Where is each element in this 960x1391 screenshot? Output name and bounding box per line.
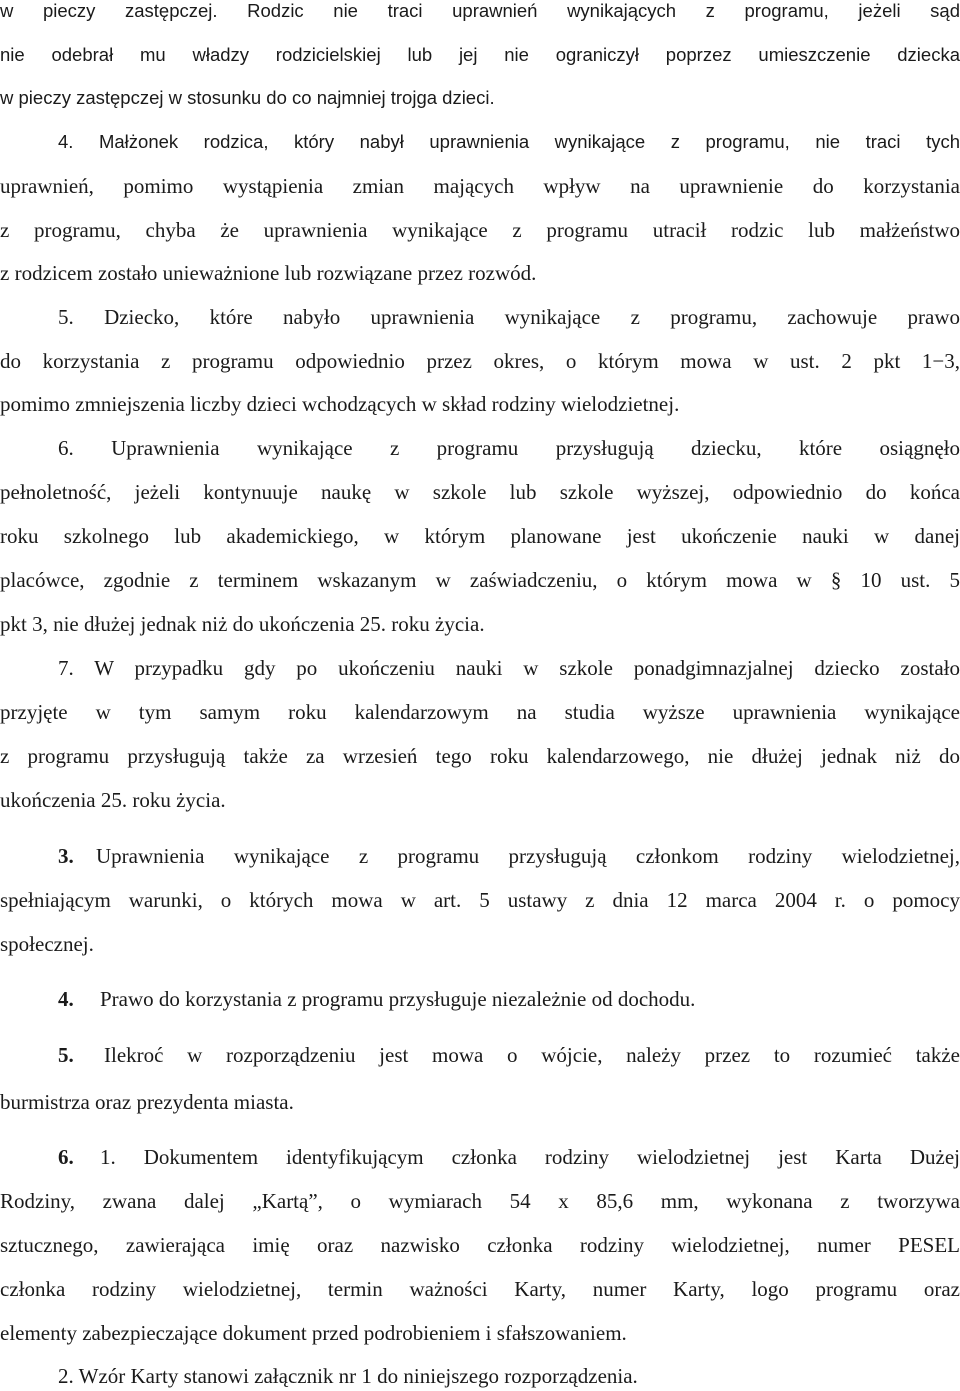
text-line: nie odebrał mu władzy rodzicielskiej lub jej nie ograniczył poprzez umieszczenie dziecka: [0, 44, 960, 65]
text-line: placówce, zgodnie z terminem wskazanym w zaświadczeniu, o którym mowa w § 10 ust. 5: [0, 568, 960, 592]
text-line: 7. W przypadku gdy po ukończeniu nauki w szkole ponadgimnazjalnej dziecko zostało: [58, 656, 960, 680]
text-line: ukończenia 25. roku życia.: [0, 788, 226, 812]
text-line: elementy zabezpieczające dokument przed podrobieniem i sfałszowaniem.: [0, 1321, 627, 1345]
text-line: uprawnień, pomimo wystąpienia zmian mających wpływ na uprawnienie do korzystania: [0, 174, 960, 198]
text-line: członka rodziny wielodzietnej, termin ważności Karty, numer Karty, logo programu oraz: [0, 1277, 960, 1301]
text-line: do korzystania z programu odpowiednio przez okres, o którym mowa w ust. 2 pkt 1−3,: [0, 349, 960, 373]
text-line: 4. Małżonek rodzica, który nabył uprawnienia wynikające z programu, nie traci tych: [58, 131, 960, 152]
text-line: 1. Dokumentem identyfikującym członka rodziny wielodzietnej jest Karta Dużej: [100, 1145, 960, 1169]
text-line: 6. Uprawnienia wynikające z programu przysługują dziecku, które osiągnęło: [58, 436, 960, 460]
section-number: 3.: [58, 844, 74, 868]
text-line: przyjęte w tym samym roku kalendarzowym na studia wyższe uprawnienia wynikające: [0, 700, 960, 724]
text-line: roku szkolnego lub akademickiego, w którym planowane jest ukończenie nauki w danej: [0, 524, 960, 548]
text-line: w pieczy zastępczej. Rodzic nie traci uprawnień wynikających z programu, jeżeli sąd: [0, 0, 960, 21]
text-line: z rodzicem zostało unieważnione lub rozwiązane przez rozwód.: [0, 261, 537, 285]
text-line: Rodziny, zwana dalej „Kartą”, o wymiarach 54 x 85,6 mm, wykonana z tworzywa: [0, 1189, 960, 1213]
section-number: 6.: [58, 1145, 74, 1169]
text-line: z programu przysługują także za wrzesień tego roku kalendarzowego, nie dłużej jednak niż do: [0, 744, 960, 768]
text-line: Ilekroć w rozporządzeniu jest mowa o wójcie, należy przez to rozumieć także: [104, 1043, 960, 1067]
text-line: w pieczy zastępczej w stosunku do co najmniej trojga dzieci.: [0, 87, 495, 108]
text-line: pełnoletność, jeżeli kontynuuje naukę w szkole lub szkole wyższej, odpowiednio do końca: [0, 480, 960, 504]
text-line: Prawo do korzystania z programu przysługuje niezależnie od dochodu.: [100, 987, 696, 1011]
text-line: 2. Wzór Karty stanowi załącznik nr 1 do niniejszego rozporządzenia.: [58, 1364, 638, 1388]
text-line: społecznej.: [0, 932, 94, 956]
text-line: burmistrza oraz prezydenta miasta.: [0, 1090, 294, 1114]
text-line: pomimo zmniejszenia liczby dzieci wchodzących w skład rodziny wielodzietnej.: [0, 392, 680, 416]
text-line: Uprawnienia wynikające z programu przysługują członkom rodziny wielodzietnej,: [96, 844, 960, 868]
section-number: 5.: [58, 1043, 74, 1067]
text-line: pkt 3, nie dłużej jednak niż do ukończenia 25. roku życia.: [0, 612, 485, 636]
text-line: z programu, chyba że uprawnienia wynikające z programu utracił rodzic lub małżeństwo: [0, 218, 960, 242]
text-line: sztucznego, zawierająca imię oraz nazwisko członka rodziny wielodzietnej, numer PESEL: [0, 1233, 960, 1257]
text-line: 5. Dziecko, które nabyło uprawnienia wynikające z programu, zachowuje prawo: [58, 305, 960, 329]
text-line: spełniającym warunki, o których mowa w art. 5 ustawy z dnia 12 marca 2004 r. o pomocy: [0, 888, 960, 912]
section-number: 4.: [58, 987, 74, 1011]
